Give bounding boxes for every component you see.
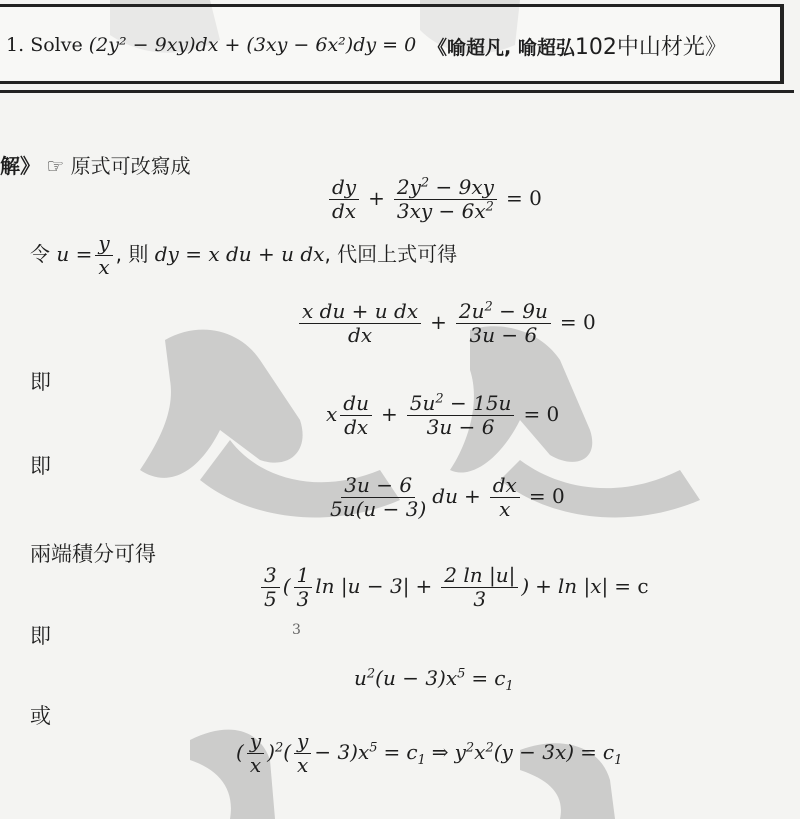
equation-3: x $\frac{du}{dx}$ + $\frac{5u^2 - 15u}{3u - 6}$ = 0 [326, 391, 560, 439]
ji-label-1: 即 [30, 370, 51, 394]
margin-note: 3 [292, 622, 301, 638]
source-exam: 102中山材光》 [574, 35, 727, 60]
source-authors: 《喻超凡, 喻超弘 [428, 37, 575, 59]
equation-2: $\frac{\text{x du + u dx}}{dx}$ + $\frac{2u^2 - 9u}{3u - 6}$ = 0 [296, 300, 602, 347]
huo-label: 或 [30, 704, 51, 728]
problem-equation: (2y² − 9xy)dx + (3xy − 6x²)dy = 0 [88, 34, 417, 56]
solution-tag: 解》 [0, 154, 40, 178]
then-text: , 則 [115, 242, 149, 266]
pointing-hand-icon: ☞ [46, 154, 65, 178]
intro-text: 原式可改寫成 [70, 154, 191, 178]
substitution-line: 令 u = $\frac{y}{x}$ , 則 dy = x du + u dx, 代回上式可得 [30, 231, 458, 279]
equation-5: $\frac{3}{5}$ ( $\frac{1}{3}$ ln |u − 3| + $\frac{2 \ln |u|}{3}$ ) + ln |x| = c [258, 564, 655, 611]
ji-label-3: 即 [30, 624, 51, 648]
equation-1: $\frac{dy}{dx}$ + $\frac{2y^2 - 9xy}{3xy - 6x^2}$ = 0 [326, 176, 548, 223]
equation-6: $u^2(u - 3)x^5 = c_1$ [354, 666, 514, 694]
equation-4: $\frac{3u - 6}{5u(u - 3)}$ du + $\frac{dx}{x}$ = 0 [330, 473, 565, 521]
let-text: 令 [30, 242, 50, 266]
solution-intro [0, 150, 191, 179]
ji-label-2: 即 [30, 454, 51, 478]
problem-source [428, 30, 727, 61]
integrate-text: 兩端積分可得 [30, 542, 156, 566]
problem-statement [6, 34, 416, 56]
substitute-text: , 代回上式可得 [324, 242, 458, 266]
solve-word: Solve [30, 34, 83, 56]
problem-number: 1. [6, 34, 25, 56]
equation-7: ( $\frac{y}{x}$ )$^2$( $\frac{y}{x}$ − $3)x^5 = c_1$ ⇒ $y^2x^2(y - 3x) = c_1$ [236, 729, 623, 777]
